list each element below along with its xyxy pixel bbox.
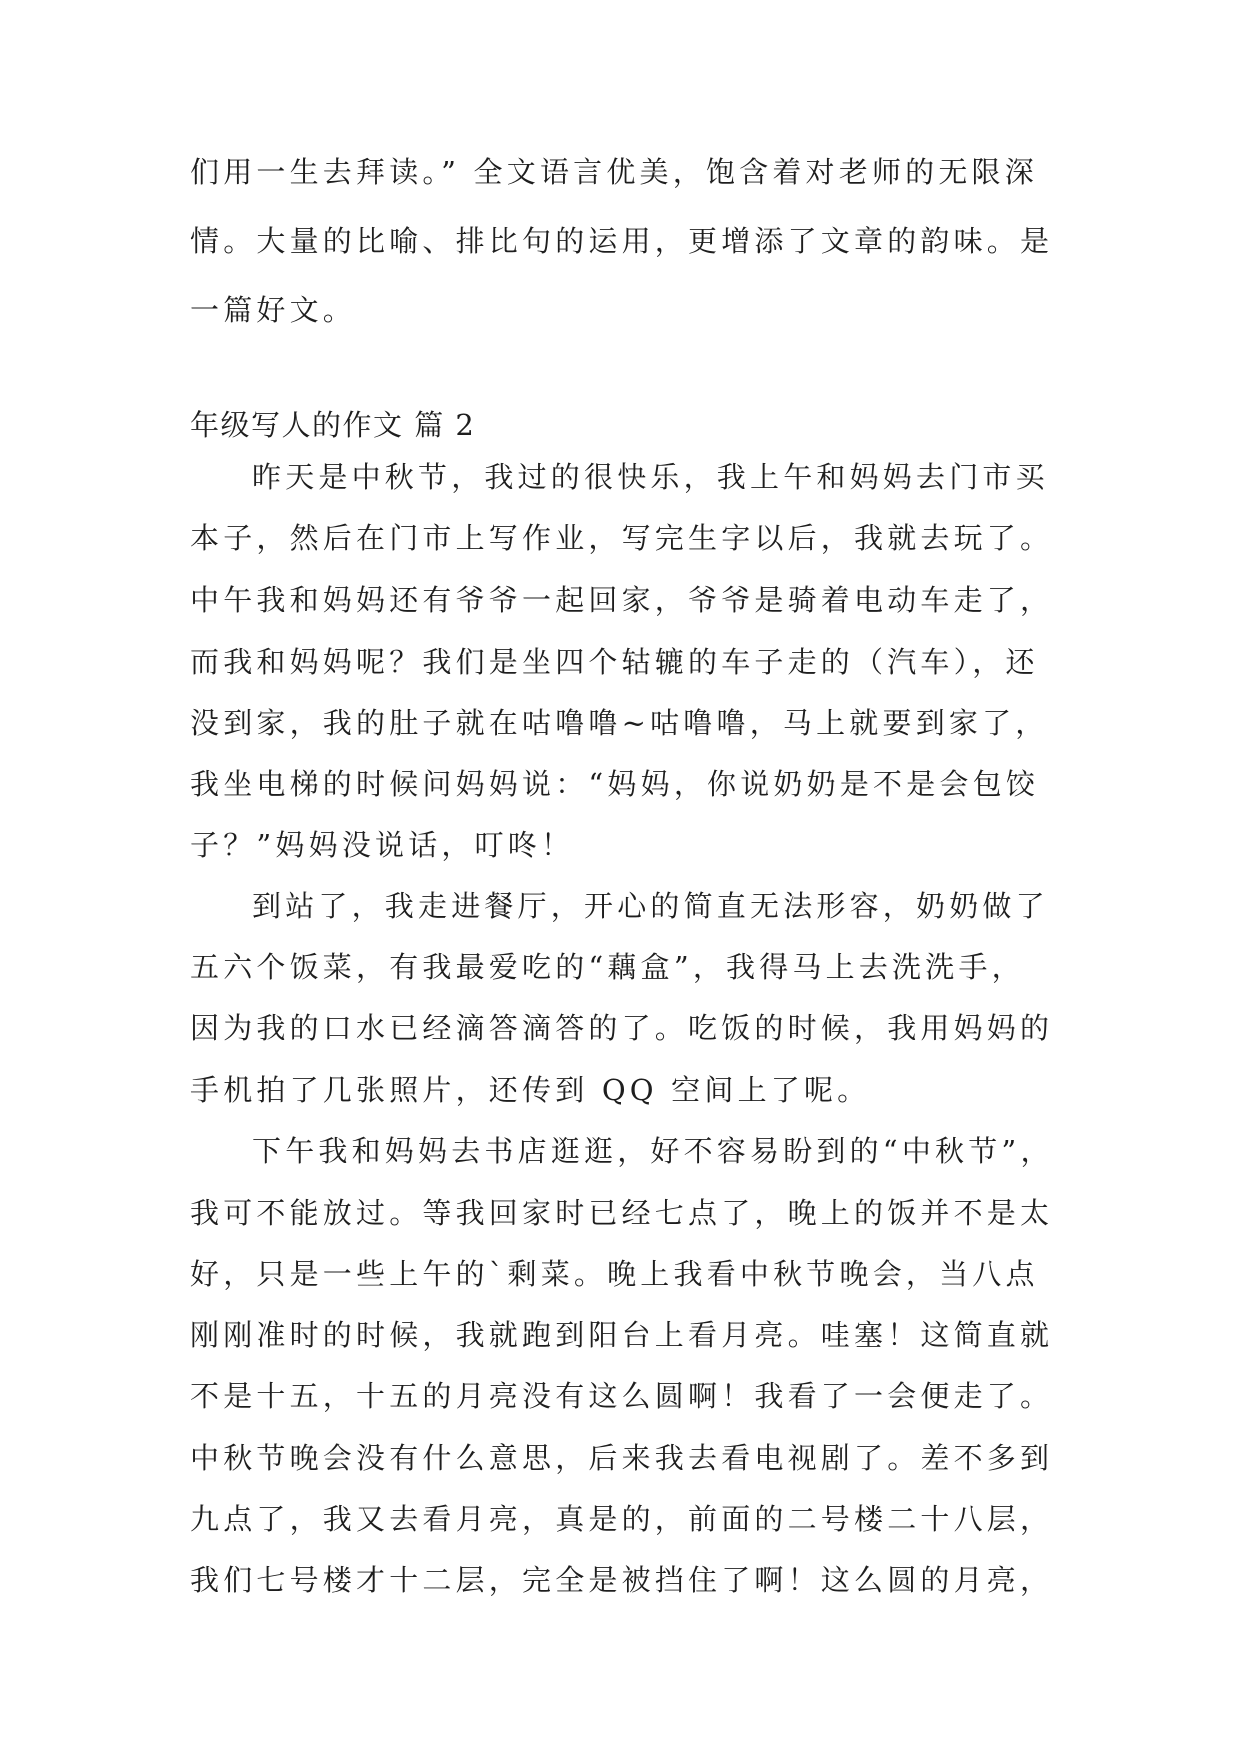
- paragraph3-line-2: 我可不能放过。等我回家时已经七点了，晚上的饭并不是太: [190, 1196, 1054, 1230]
- intro-line-2: 情。大量的比喻、排比句的运用，更增添了文章的韵味。是: [190, 224, 1054, 258]
- paragraph1-line-2: 本子，然后在门市上写作业，写完生字以后，我就去玩了。: [190, 521, 1054, 555]
- paragraph1-line-7: 子？”妈妈没说话，叮咚！: [190, 828, 575, 862]
- paragraph1-line-5: 没到家，我的肚子就在咕噜噜~咕噜噜，马上就要到家了，: [190, 706, 1049, 740]
- paragraph3-line-5: 不是十五，十五的月亮没有这么圆啊！我看了一会便走了。: [190, 1379, 1054, 1413]
- paragraph2-line-4: 手机拍了几张照片，还传到 QQ 空间上了呢。: [190, 1073, 871, 1107]
- paragraph2-line-1: 到站了，我走进餐厅，开心的简直无法形容，奶奶做了: [252, 889, 1049, 923]
- paragraph3-line-3: 好，只是一些上午的`剩菜。晚上我看中秋节晚会，当八点: [190, 1257, 1039, 1291]
- section-title: 年级写人的作文 篇 2: [190, 408, 476, 442]
- paragraph2-line-2: 五六个饭菜，有我最爱吃的“藕盒”，我得马上去洗洗手，: [190, 950, 1025, 984]
- paragraph1-line-6: 我坐电梯的时候问妈妈说：“妈妈，你说奶奶是不是会包饺: [190, 767, 1040, 801]
- paragraph3-line-6: 中秋节晚会没有什么意思，后来我去看电视剧了。差不多到: [190, 1441, 1054, 1475]
- paragraph3-line-4: 刚刚准时的时候，我就跑到阳台上看月亮。哇塞！这简直就: [190, 1318, 1054, 1352]
- intro-line-1: 们用一生去拜读。” 全文语言优美，饱含着对老师的无限深: [190, 155, 1038, 189]
- paragraph3-line-8: 我们七号楼才十二层，完全是被挡住了啊！这么圆的月亮，: [190, 1563, 1054, 1597]
- paragraph3-line-7: 九点了，我又去看月亮，真是的，前面的二号楼二十八层，: [190, 1502, 1054, 1536]
- paragraph1-line-4: 而我和妈妈呢？我们是坐四个轱辘的车子走的（汽车），还: [190, 645, 1039, 679]
- paragraph1-line-1: 昨天是中秋节，我过的很快乐，我上午和妈妈去门市买: [252, 460, 1049, 494]
- paragraph1-line-3: 中午我和妈妈还有爷爷一起回家，爷爷是骑着电动车走了，: [190, 583, 1054, 617]
- intro-line-3: 一篇好文。: [190, 293, 357, 327]
- paragraph2-line-3: 因为我的口水已经滴答滴答的了。吃饭的时候，我用妈妈的: [190, 1011, 1054, 1045]
- paragraph3-line-1: 下午我和妈妈去书店逛逛，好不容易盼到的“中秋节”，: [252, 1134, 1054, 1168]
